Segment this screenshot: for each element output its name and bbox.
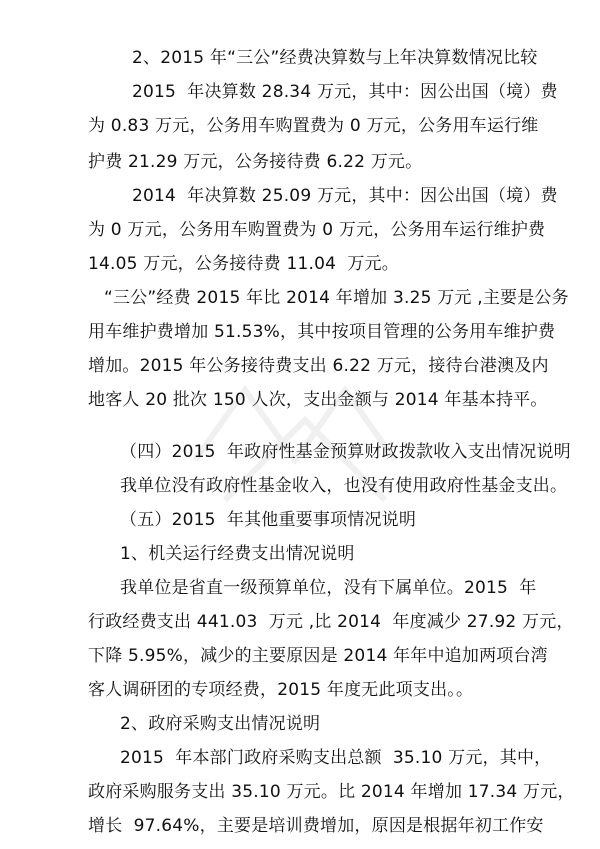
text-line: 政府采购服务支出 35.10 万元。比 2014 年增加 17.34 万元， xyxy=(88,782,575,802)
text-line: 为 0.83 万元，公务用车购置费为 0 万元，公务用车运行维 xyxy=(88,116,539,136)
text-line: 客人调研团的专项经费，2015 年度无此项支出。。 xyxy=(88,680,474,700)
text-line: 行政经费支出 441.03 万元 ,比 2014 年度减少 27.92 万元， xyxy=(88,612,574,632)
text-line: 我单位没有政府性基金收入，也没有使用政府性基金支出。 xyxy=(120,476,568,496)
text-line: 我单位是省直一级预算单位，没有下属单位。2015 年 xyxy=(120,578,537,598)
text-line: 增加。2015 年公务接待费支出 6.22 万元，接待台港澳及内 xyxy=(88,356,549,376)
text-line: “三公”经费 2015 年比 2014 年增加 3.25 万元 ,主要是公务 xyxy=(104,288,569,308)
text-line: 14.05 万元，公务接待费 11.04 万元。 xyxy=(88,254,399,274)
section-heading-government-funds: （四）2015 年政府性基金预算财政拨款收入支出情况说明 xyxy=(120,442,571,462)
text-line: 为 0 万元，公务用车购置费为 0 万元，公务用车运行维护费 xyxy=(88,220,546,240)
subsection-heading-procurement: 2、政府采购支出情况说明 xyxy=(120,714,321,734)
text-line: 下降 5.95%，减少的主要原因是 2014 年年中追加两项台湾 xyxy=(88,646,548,666)
text-line: 2015 年本部门政府采购支出总额 35.10 万元，其中， xyxy=(120,748,552,768)
text-line: 地客人 20 批次 150 人次，支出金额与 2014 年基本持平。 xyxy=(88,390,548,410)
text-line: 增长 97.64%，主要是培训费增加，原因是根据年初工作安 xyxy=(88,816,544,836)
subsection-heading-operating-expenses: 1、机关运行经费支出情况说明 xyxy=(120,544,355,564)
text-line: 2015 年决算数 28.34 万元，其中：因公出国（境）费 xyxy=(132,82,558,102)
text-line: 2014 年决算数 25.09 万元，其中：因公出国（境）费 xyxy=(132,186,558,206)
section-heading-other-matters: （五）2015 年其他重要事项情况说明 xyxy=(120,510,417,530)
text-line: 护费 21.29 万元，公务接待费 6.22 万元。 xyxy=(88,152,423,172)
section-heading-three-public-comparison: 2、2015 年“三公”经费决算数与上年决算数情况比较 xyxy=(132,48,538,68)
text-line: 用车维护费增加 51.53%，其中按项目管理的公务用车维护费 xyxy=(88,322,556,342)
